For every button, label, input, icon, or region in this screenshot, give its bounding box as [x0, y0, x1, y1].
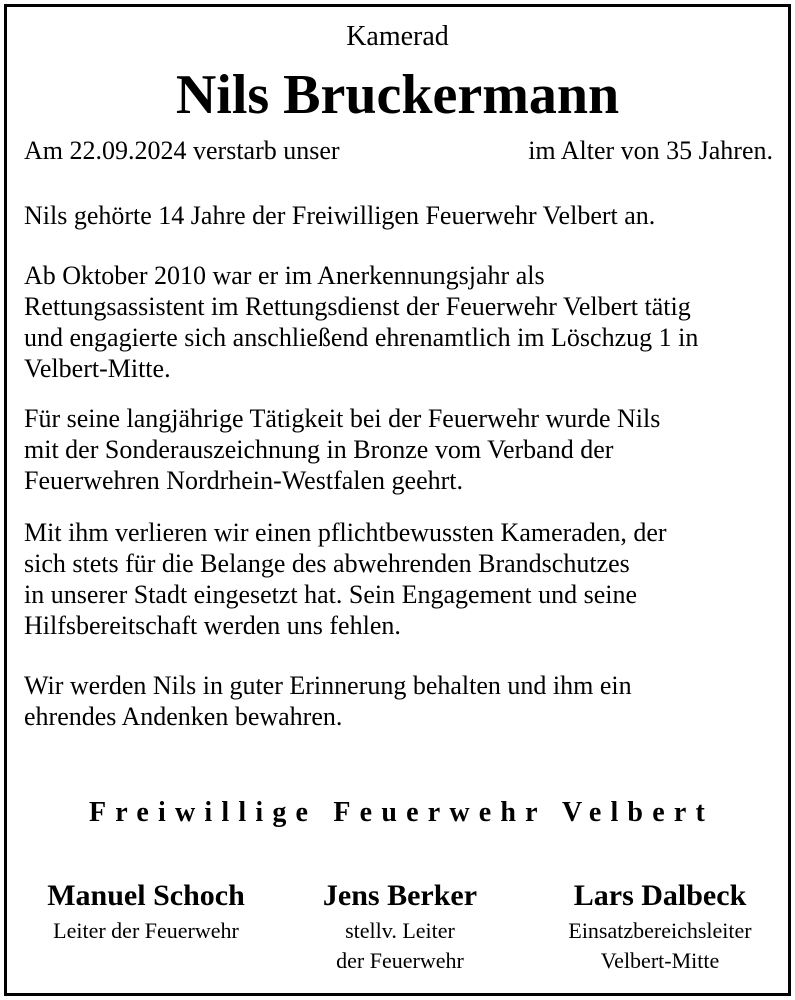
signatory-name: Lars Dalbeck [573, 879, 747, 912]
text-line: Rettungsassistent im Rettungsdienst der Feuerwehr Velbert tätig [24, 292, 691, 321]
text-line: Hilfsbereitschaft werden uns fehlen. [24, 611, 401, 640]
text-line: Für seine langjährige Tätigkeit bei der Feuerwehr wurde Nils [24, 404, 661, 433]
text-line: ehrendes Andenken bewahren. [24, 702, 343, 731]
signatory-lars-dalbeck [540, 876, 780, 976]
paragraph-career [24, 260, 784, 384]
organization-name: Freiwillige Feuerwehr Velbert [88, 797, 714, 828]
signatory-role: stellv. Leiter [345, 918, 455, 943]
signatory-role: Leiter der Feuerwehr [53, 918, 239, 943]
signatory-name: Manuel Schoch [47, 879, 245, 912]
paragraph-award [24, 403, 784, 496]
paragraph-remembrance [24, 670, 784, 732]
intro-label: Kamerad [346, 21, 449, 52]
signatory-role: der Feuerwehr [336, 948, 464, 973]
text-line: Nils gehörte 14 Jahre der Freiwilligen Feuerwehr Velbert an. [24, 201, 656, 230]
text-line: sich stets für die Belange des abwehrenden Brandschutzes [24, 549, 630, 578]
text-line: Velbert-Mitte. [24, 354, 171, 383]
signatory-manuel-schoch [18, 876, 274, 946]
death-date-text: Am 22.09.2024 verstarb unser [24, 136, 340, 165]
signatory-role: Velbert-Mitte [600, 948, 720, 973]
text-line: und engagierte sich anschließend ehrenamtlich im Löschzug 1 in [24, 323, 699, 352]
text-line: Wir werden Nils in guter Erinnerung behalten und ihm ein [24, 671, 632, 700]
paragraph-membership [24, 200, 784, 231]
text-line: mit der Sonderauszeichnung in Bronze vom Verband der [24, 435, 614, 464]
text-line: Feuerwehren Nordrhein-Westfalen geehrt. [24, 466, 463, 495]
age-text: im Alter von 35 Jahren. [528, 136, 773, 165]
signatory-jens-berker [280, 876, 520, 976]
text-line: Ab Oktober 2010 war er im Anerkennungsjahr als [24, 261, 545, 290]
deceased-name: Nils Bruckermann [175, 64, 620, 126]
paragraph-tribute [24, 517, 784, 641]
text-line: Mit ihm verlieren wir einen pflichtbewussten Kameraden, der [24, 518, 667, 547]
signatory-name: Jens Berker [322, 879, 478, 912]
text-line: in unserer Stadt eingesetzt hat. Sein Engagement und seine [24, 580, 637, 609]
signatory-role: Einsatzbereichsleiter [568, 918, 752, 943]
